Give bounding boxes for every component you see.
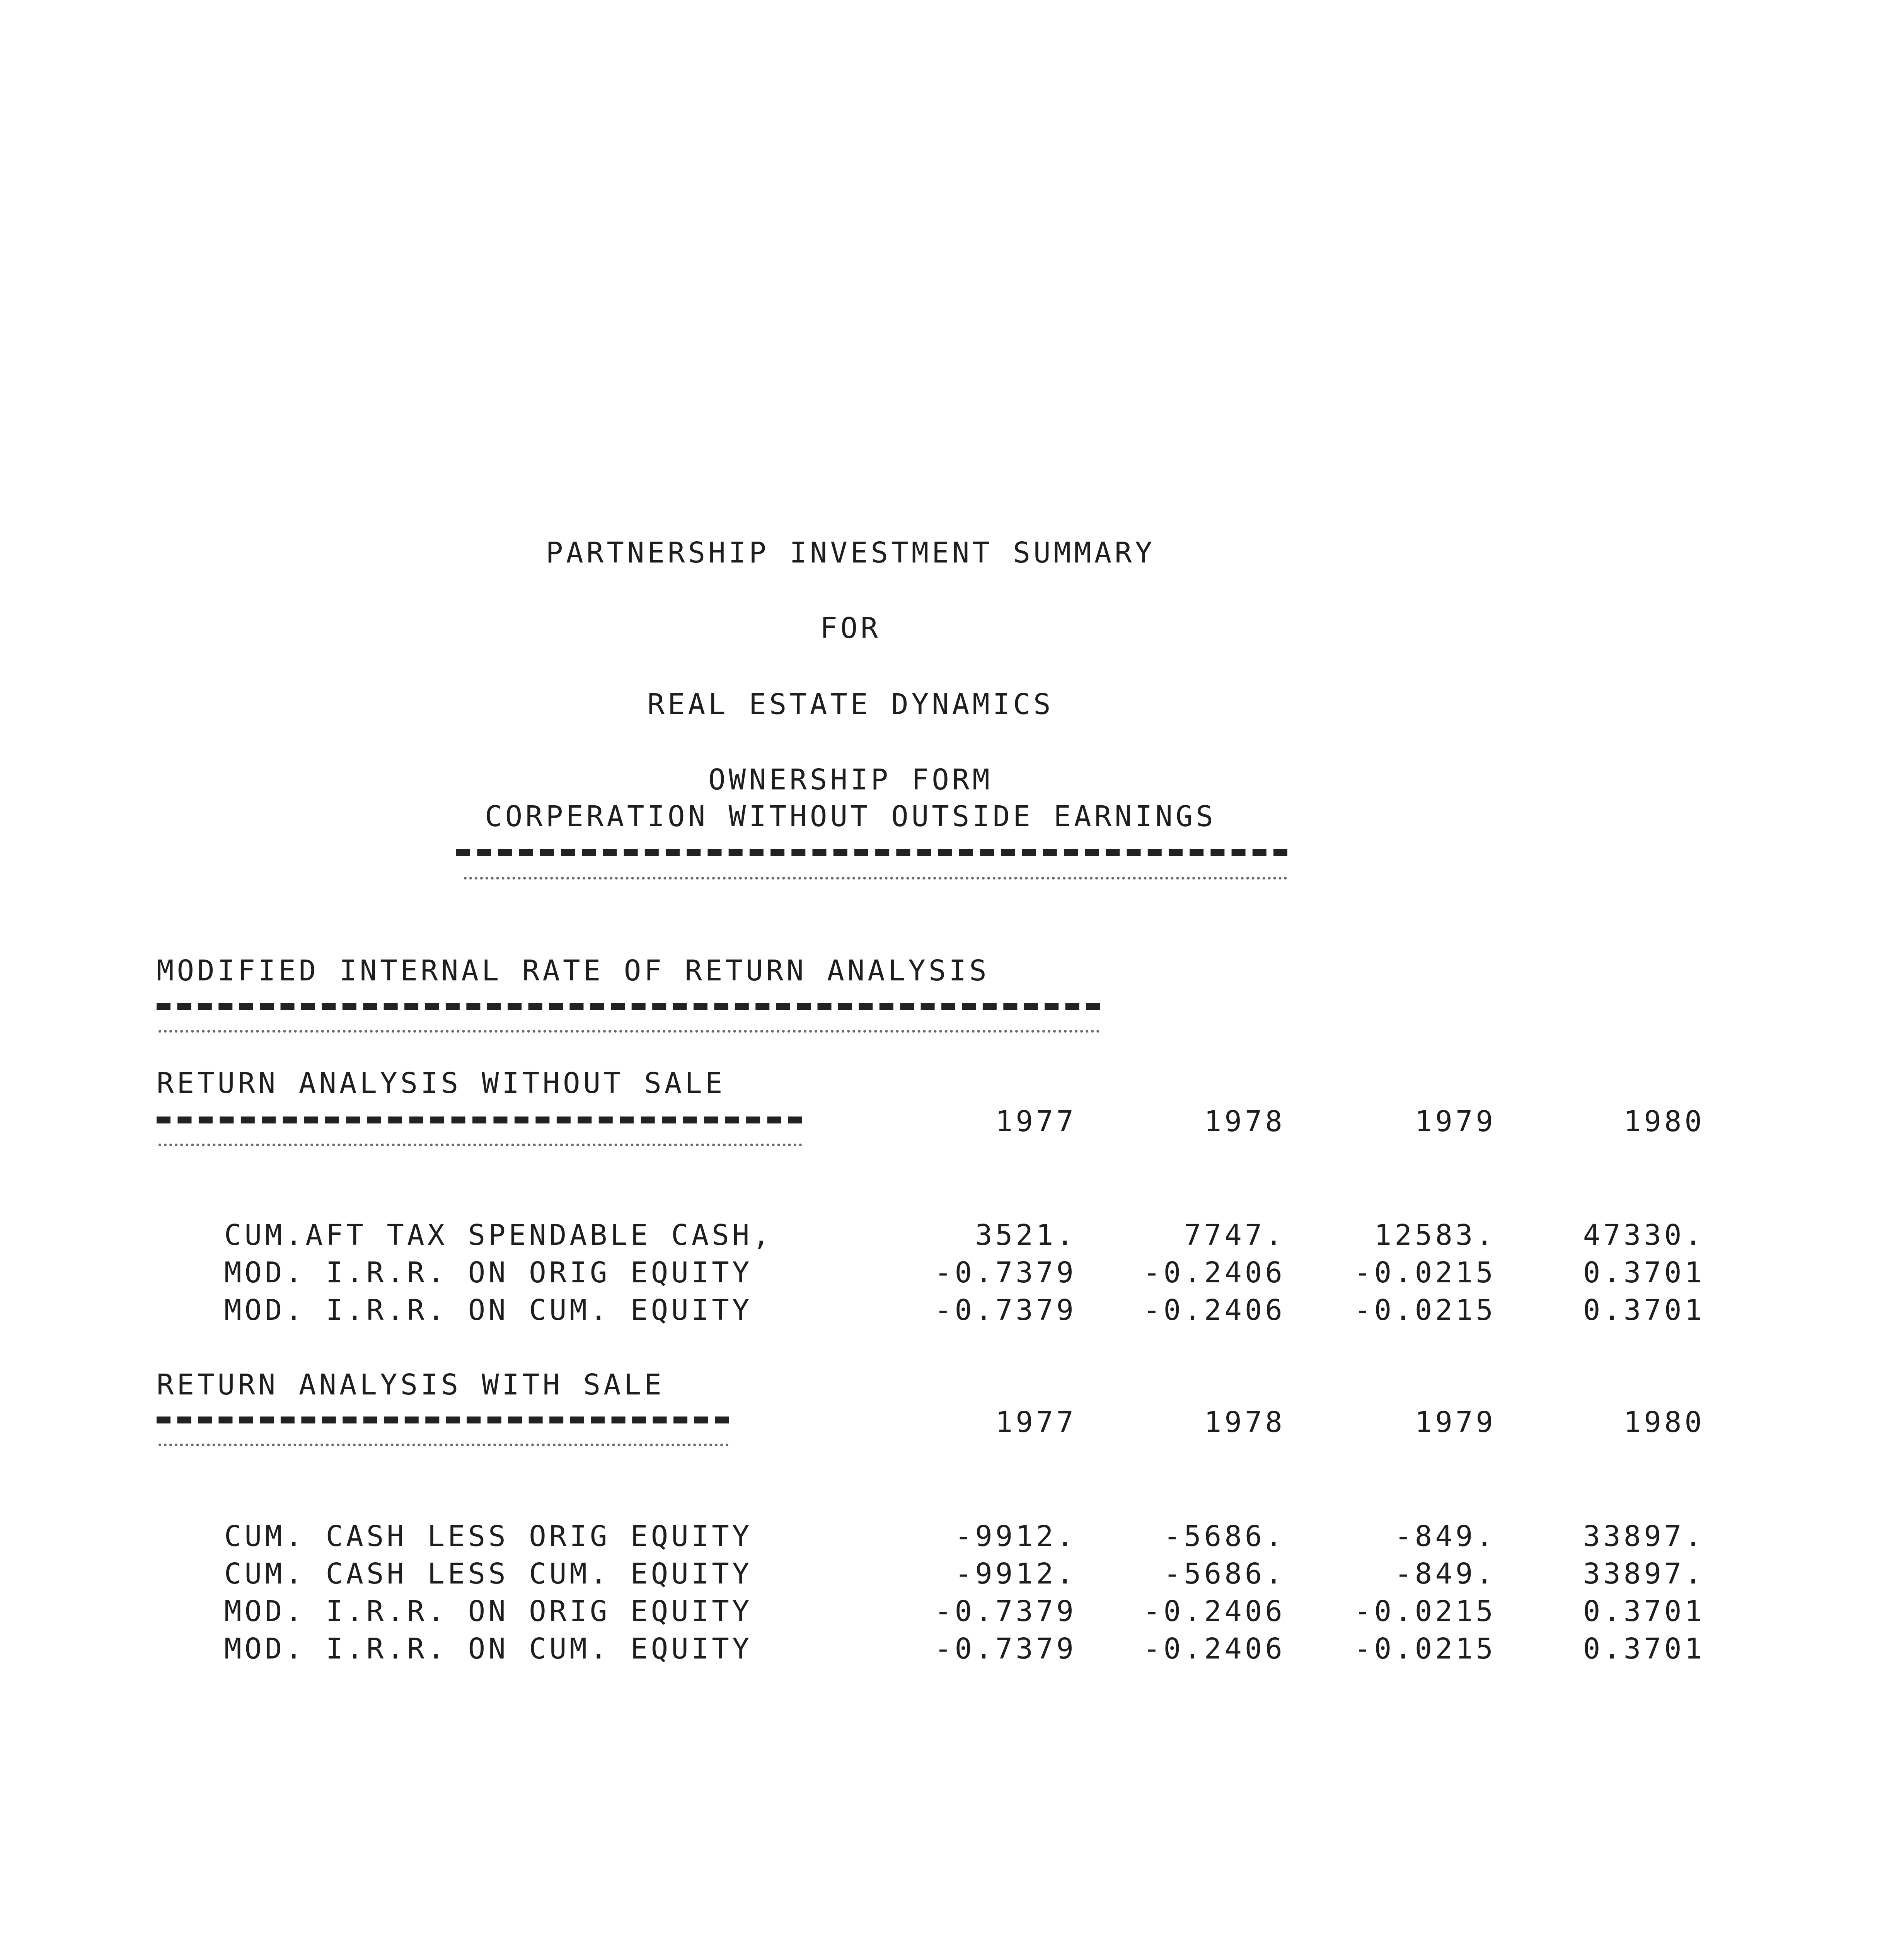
year-header: 1978 bbox=[1204, 1406, 1285, 1439]
year-header: 1980 bbox=[1623, 1105, 1705, 1138]
cell-value: 33897. bbox=[1583, 1557, 1705, 1590]
cell-value: -9912. bbox=[955, 1557, 1077, 1590]
cell-value: -9912. bbox=[955, 1520, 1077, 1553]
report-title: PARTNERSHIP INVESTMENT SUMMARY bbox=[545, 536, 1156, 569]
cell-value: -849. bbox=[1394, 1557, 1496, 1590]
cell-value: -0.0215 bbox=[1354, 1256, 1496, 1289]
row-label: CUM. CASH LESS ORIG EQUITY bbox=[224, 1520, 753, 1553]
section-dotted-rule bbox=[159, 1144, 802, 1146]
cell-value: 0.3701 bbox=[1583, 1632, 1705, 1665]
year-header: 1980 bbox=[1623, 1406, 1705, 1439]
cell-value: -0.2406 bbox=[1143, 1595, 1285, 1628]
cell-value: 0.3701 bbox=[1583, 1294, 1705, 1327]
header-double-rule bbox=[456, 849, 1287, 856]
cell-value: -0.7379 bbox=[934, 1632, 1077, 1665]
cell-value: 0.3701 bbox=[1583, 1595, 1705, 1628]
cell-value: 3521. bbox=[975, 1219, 1077, 1252]
cell-value: -0.0215 bbox=[1354, 1632, 1496, 1665]
ownership-form-type: CORPERATION WITHOUT OUTSIDE EARNINGS bbox=[485, 800, 1216, 833]
cell-value: -0.2406 bbox=[1143, 1632, 1285, 1665]
ownership-form-label: OWNERSHIP FORM bbox=[708, 763, 993, 796]
section-dotted-rule bbox=[159, 1444, 729, 1446]
year-header: 1977 bbox=[995, 1105, 1077, 1138]
row-label: CUM.AFT TAX SPENDABLE CASH, bbox=[224, 1219, 773, 1252]
cell-value: -5686. bbox=[1163, 1557, 1285, 1590]
cell-value: 7747. bbox=[1184, 1219, 1285, 1252]
cell-value: -0.7379 bbox=[934, 1595, 1077, 1628]
report-for-label: FOR bbox=[820, 612, 881, 645]
analysis-double-rule bbox=[157, 1003, 1100, 1010]
cell-value: -0.0215 bbox=[1354, 1595, 1496, 1628]
cell-value: -0.2406 bbox=[1143, 1294, 1285, 1327]
row-label: MOD. I.R.R. ON ORIG EQUITY bbox=[224, 1595, 753, 1628]
cell-value: -0.7379 bbox=[934, 1294, 1077, 1327]
row-label: MOD. I.R.R. ON CUM. EQUITY bbox=[224, 1294, 753, 1327]
section-title: RETURN ANALYSIS WITH SALE bbox=[157, 1368, 665, 1401]
year-header: 1977 bbox=[995, 1406, 1077, 1439]
cell-value: -0.2406 bbox=[1143, 1256, 1285, 1289]
cell-value: -849. bbox=[1394, 1520, 1496, 1553]
row-label: CUM. CASH LESS CUM. EQUITY bbox=[224, 1557, 753, 1590]
row-label: MOD. I.R.R. ON ORIG EQUITY bbox=[224, 1256, 753, 1289]
cell-value: -0.7379 bbox=[934, 1256, 1077, 1289]
row-label: MOD. I.R.R. ON CUM. EQUITY bbox=[224, 1632, 753, 1665]
analysis-title: MODIFIED INTERNAL RATE OF RETURN ANALYSIS bbox=[157, 954, 990, 987]
company-name: REAL ESTATE DYNAMICS bbox=[647, 688, 1054, 721]
year-header: 1978 bbox=[1204, 1105, 1285, 1138]
section-double-rule bbox=[157, 1117, 802, 1123]
section-double-rule bbox=[157, 1417, 729, 1423]
section-title: RETURN ANALYSIS WITHOUT SALE bbox=[157, 1067, 726, 1100]
cell-value: 47330. bbox=[1583, 1219, 1705, 1252]
header-dotted-rule bbox=[464, 877, 1287, 880]
cell-value: 12583. bbox=[1374, 1219, 1496, 1252]
cell-value: -5686. bbox=[1163, 1520, 1285, 1553]
year-header: 1979 bbox=[1415, 1406, 1496, 1439]
year-header: 1979 bbox=[1415, 1105, 1496, 1138]
analysis-dotted-rule bbox=[159, 1030, 1100, 1033]
cell-value: -0.0215 bbox=[1354, 1294, 1496, 1327]
cell-value: 33897. bbox=[1583, 1520, 1705, 1553]
cell-value: 0.3701 bbox=[1583, 1256, 1705, 1289]
